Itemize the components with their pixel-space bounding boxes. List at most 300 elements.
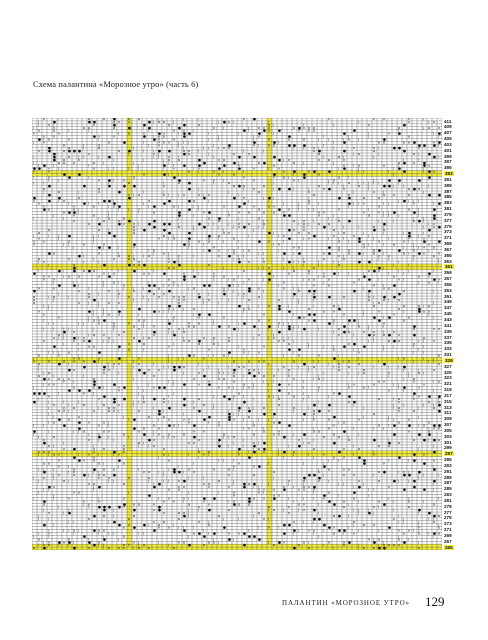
chart-symbol: \: [62, 528, 65, 533]
chart-symbol: o: [142, 271, 146, 276]
chart-symbol: /: [217, 119, 220, 124]
chart-symbol: ●: [157, 508, 162, 513]
chart-symbol: /: [162, 166, 165, 171]
chart-symbol: o: [437, 513, 441, 518]
chart-symbol: /: [407, 198, 410, 203]
chart-symbol: /: [347, 382, 350, 387]
chart-symbol: \: [142, 201, 145, 206]
chart-symbol: \: [122, 414, 125, 419]
chart-symbol: ●: [202, 225, 207, 230]
chart-symbol: o: [132, 227, 136, 232]
chart-symbol: \: [252, 382, 255, 387]
chart-symbol: \: [172, 341, 175, 346]
chart-symbol: \: [232, 119, 235, 124]
chart-symbol: \: [212, 403, 215, 408]
chart-symbol: v: [347, 467, 351, 472]
chart-symbol: v: [207, 502, 211, 507]
chart-symbol: \: [267, 516, 270, 521]
chart-symbol: ●: [342, 149, 347, 154]
chart-symbol: o: [327, 490, 331, 495]
chart-symbol: ●: [227, 350, 232, 355]
chart-symbol: o: [252, 423, 256, 428]
chart-symbol: \: [142, 286, 145, 291]
chart-symbol: v: [87, 438, 91, 443]
chart-symbol: v: [277, 338, 281, 343]
chart-symbol: /: [207, 152, 210, 157]
chart-symbol: \: [427, 119, 430, 124]
chart-symbol: /: [417, 233, 420, 238]
chart-symbol: /: [407, 496, 410, 501]
chart-symbol: \: [147, 478, 150, 483]
chart-symbol: ●: [432, 438, 437, 443]
chart-symbol: ●: [237, 184, 242, 189]
chart-symbol: /: [207, 365, 210, 370]
chart-symbol: /: [372, 295, 375, 300]
chart-symbol: \: [322, 473, 325, 478]
chart-symbol: v: [132, 245, 136, 250]
chart-symbol: o: [217, 513, 221, 518]
chart-symbol: \: [222, 458, 225, 463]
chart-symbol: v: [202, 356, 206, 361]
chart-symbol: ●: [117, 458, 122, 463]
chart-symbol: v: [37, 236, 41, 241]
chart-symbol: \: [42, 137, 45, 142]
chart-symbol: v: [97, 318, 101, 323]
chart-symbol: ●: [357, 455, 362, 460]
chart-symbol: v: [437, 426, 441, 431]
chart-symbol: \: [312, 303, 315, 308]
row-number: 379: [444, 211, 452, 217]
chart-symbol: /: [297, 508, 300, 513]
chart-symbol: \: [257, 417, 260, 422]
chart-symbol: v: [72, 359, 76, 364]
chart-symbol: ●: [282, 487, 287, 492]
chart-symbol: o: [272, 163, 276, 168]
chart-symbol: o: [232, 184, 236, 189]
chart-symbol: v: [342, 467, 346, 472]
chart-symbol: o: [437, 525, 441, 530]
chart-symbol: v: [202, 452, 206, 457]
chart-symbol: o: [307, 230, 311, 235]
chart-symbol: v: [47, 166, 51, 171]
chart-symbol: v: [432, 368, 436, 373]
chart-symbol: \: [332, 122, 335, 127]
chart-symbol: v: [137, 260, 141, 265]
chart-symbol: /: [322, 376, 325, 381]
chart-symbol: v: [252, 166, 256, 171]
chart-symbol: v: [317, 385, 321, 390]
chart-symbol: o: [127, 516, 131, 521]
chart-symbol: ●: [337, 306, 342, 311]
chart-symbol: o: [327, 467, 331, 472]
row-number: 267: [444, 538, 452, 544]
chart-symbol: \: [317, 146, 320, 151]
chart-symbol: o: [162, 414, 166, 419]
chart-symbol: /: [327, 362, 330, 367]
chart-symbol: o: [212, 335, 216, 340]
chart-symbol: o: [42, 502, 46, 507]
chart-symbol: \: [302, 385, 305, 390]
chart-symbol: ●: [277, 420, 282, 425]
chart-symbol: o: [437, 379, 441, 384]
chart-symbol: ●: [402, 169, 407, 174]
chart-symbol: ●: [187, 198, 192, 203]
chart-symbol: ●: [62, 423, 67, 428]
chart-symbol: o: [372, 248, 376, 253]
chart-symbol: ●: [102, 508, 107, 513]
chart-symbol: ●: [272, 140, 277, 145]
chart-symbol: /: [422, 350, 425, 355]
chart-symbol: /: [177, 143, 180, 148]
chart-symbol: ●: [92, 359, 97, 364]
chart-symbol: \: [37, 368, 40, 373]
chart-symbol: v: [282, 286, 286, 291]
chart-symbol: /: [292, 324, 295, 329]
chart-symbol: /: [307, 405, 310, 410]
chart-symbol: ●: [222, 394, 227, 399]
chart-symbol: \: [372, 154, 375, 159]
chart-symbol: /: [417, 207, 420, 212]
chart-symbol: /: [217, 368, 220, 373]
chart-symbol: o: [142, 543, 146, 548]
chart-symbol: o: [302, 137, 306, 142]
chart-symbol: v: [42, 140, 46, 145]
chart-symbol: v: [32, 242, 36, 247]
chart-symbol: o: [362, 385, 366, 390]
chart-symbol: /: [77, 207, 80, 212]
chart-symbol: v: [432, 119, 436, 124]
chart-symbol: o: [72, 262, 76, 267]
chart-symbol: ●: [117, 522, 122, 527]
chart-symbol: v: [207, 297, 211, 302]
chart-symbol: \: [267, 166, 270, 171]
chart-symbol: o: [47, 227, 51, 232]
chart-symbol: o: [132, 513, 136, 518]
chart-symbol: ●: [57, 417, 62, 422]
chart-symbol: ●: [97, 245, 102, 250]
chart-symbol: ●: [242, 543, 247, 548]
chart-symbol: \: [207, 519, 210, 524]
chart-symbol: \: [247, 303, 250, 308]
chart-symbol: v: [202, 335, 206, 340]
chart-symbol: ●: [437, 239, 442, 244]
chart-symbol: o: [62, 157, 66, 162]
chart-symbol: v: [57, 464, 61, 469]
chart-symbol: o: [222, 376, 226, 381]
chart-symbol: v: [157, 426, 161, 431]
chart-symbol: /: [317, 327, 320, 332]
chart-symbol: ●: [32, 166, 37, 171]
chart-symbol: v: [117, 300, 121, 305]
chart-symbol: /: [397, 260, 400, 265]
chart-symbol: /: [417, 210, 420, 215]
chart-symbol: /: [312, 376, 315, 381]
chart-symbol: v: [272, 204, 276, 209]
chart-symbol: ●: [92, 119, 97, 124]
chart-symbol: ●: [417, 309, 422, 314]
chart-symbol: ●: [67, 368, 72, 373]
chart-symbol: ●: [92, 379, 97, 384]
row-number: 393: [445, 171, 453, 177]
chart-symbol: /: [392, 262, 395, 267]
chart-symbol: v: [262, 260, 266, 265]
chart-symbol: \: [312, 438, 315, 443]
chart-symbol: ●: [312, 508, 317, 513]
chart-symbol: ●: [297, 125, 302, 130]
chart-symbol: ●: [67, 149, 72, 154]
chart-symbol: /: [342, 225, 345, 230]
chart-symbol: v: [222, 230, 226, 235]
chart-symbol: \: [397, 478, 400, 483]
chart-symbol: /: [142, 531, 145, 536]
chart-symbol: ●: [122, 140, 127, 145]
chart-symbol: ●: [337, 195, 342, 200]
chart-symbol: v: [82, 458, 86, 463]
chart-symbol: ●: [302, 143, 307, 148]
chart-symbol: ●: [72, 283, 77, 288]
chart-symbol: /: [197, 118, 200, 122]
chart-symbol: \: [392, 344, 395, 349]
chart-symbol: \: [377, 219, 380, 224]
chart-symbol: ●: [247, 289, 252, 294]
chart-symbol: v: [52, 125, 56, 130]
chart-symbol: v: [222, 204, 226, 209]
chart-symbol: /: [207, 222, 210, 227]
chart-symbol: ●: [427, 192, 432, 197]
chart-symbol: \: [337, 493, 340, 498]
chart-symbol: v: [187, 420, 191, 425]
chart-symbol: /: [67, 543, 70, 548]
chart-symbol: o: [307, 128, 311, 133]
chart-symbol: o: [37, 128, 41, 133]
chart-symbol: /: [112, 166, 115, 171]
chart-symbol: \: [387, 236, 390, 241]
chart-symbol: \: [97, 154, 100, 159]
chart-symbol: v: [152, 438, 156, 443]
chart-symbol: ●: [247, 534, 252, 539]
chart-symbol: \: [427, 359, 430, 364]
chart-symbol: \: [372, 236, 375, 241]
chart-symbol: ●: [82, 184, 87, 189]
row-number: 295: [444, 457, 452, 463]
chart-symbol: ●: [42, 522, 47, 527]
chart-symbol: v: [142, 470, 146, 475]
chart-symbol: \: [352, 452, 355, 457]
chart-symbol: /: [392, 397, 395, 402]
chart-symbol: /: [372, 178, 375, 183]
chart-symbol: o: [137, 262, 141, 267]
row-number: 409: [444, 124, 452, 130]
chart-symbol: o: [362, 370, 366, 375]
chart-symbol: o: [292, 359, 296, 364]
chart-symbol: \: [277, 324, 280, 329]
chart-symbol: v: [157, 137, 161, 142]
chart-symbol: v: [332, 423, 336, 428]
chart-symbol: v: [127, 295, 131, 300]
chart-symbol: v: [182, 297, 186, 302]
chart-symbol: /: [217, 490, 220, 495]
chart-symbol: \: [82, 146, 85, 151]
chart-symbol: /: [152, 251, 155, 256]
chart-symbol: o: [262, 222, 266, 227]
chart-symbol: \: [367, 207, 370, 212]
chart-symbol: v: [117, 388, 121, 393]
chart-symbol: /: [417, 414, 420, 419]
chart-symbol: \: [387, 496, 390, 501]
chart-symbol: ●: [237, 204, 242, 209]
chart-symbol: \: [132, 146, 135, 151]
chart-symbol: /: [417, 473, 420, 478]
chart-symbol: v: [217, 376, 221, 381]
chart-symbol: \: [147, 128, 150, 133]
chart-symbol: ●: [42, 499, 47, 504]
chart-symbol: /: [182, 499, 185, 504]
chart-symbol: ●: [392, 432, 397, 437]
chart-symbol: /: [227, 353, 230, 358]
chart-symbol: o: [122, 446, 126, 451]
chart-symbol: v: [257, 333, 261, 338]
chart-symbol: ●: [392, 478, 397, 483]
chart-symbol: /: [432, 315, 435, 320]
chart-symbol: ●: [57, 195, 62, 200]
chart-symbol: o: [102, 467, 106, 472]
chart-symbol: ●: [122, 502, 127, 507]
chart-symbol: ●: [277, 330, 282, 335]
chart-symbol: v: [207, 379, 211, 384]
chart-symbol: /: [172, 330, 175, 335]
chart-symbol: o: [417, 531, 421, 536]
chart-symbol: v: [307, 236, 311, 241]
chart-symbol: o: [257, 446, 261, 451]
chart-symbol: ●: [182, 397, 187, 402]
chart-symbol: ●: [387, 184, 392, 189]
chart-symbol: ●: [132, 426, 137, 431]
chart-symbol: ●: [417, 143, 422, 148]
chart-symbol: v: [107, 476, 111, 481]
chart-symbol: o: [202, 403, 206, 408]
chart-symbol: ●: [132, 268, 137, 273]
chart-symbol: v: [337, 365, 341, 370]
chart-symbol: ●: [122, 385, 127, 390]
chart-symbol: ●: [97, 505, 102, 510]
chart-symbol: v: [137, 356, 141, 361]
chart-symbol: ●: [397, 248, 402, 253]
chart-symbol: /: [107, 362, 110, 367]
chart-symbol: o: [272, 487, 276, 492]
chart-symbol: /: [417, 405, 420, 410]
chart-symbol: \: [212, 154, 215, 159]
chart-symbol: ●: [152, 137, 157, 142]
chart-symbol: /: [267, 461, 270, 466]
chart-symbol: ●: [432, 277, 437, 282]
chart-symbol: ●: [357, 236, 362, 241]
chart-symbol: o: [37, 353, 41, 358]
chart-symbol: o: [362, 195, 366, 200]
chart-symbol: \: [417, 213, 420, 218]
chart-symbol: o: [122, 534, 126, 539]
chart-symbol: o: [207, 522, 211, 527]
chart-symbol: /: [317, 359, 320, 364]
chart-symbol: /: [47, 262, 50, 267]
chart-symbol: \: [392, 172, 395, 177]
chart-symbol: ●: [342, 140, 347, 145]
chart-symbol: v: [52, 403, 56, 408]
chart-symbol: o: [317, 152, 321, 157]
chart-symbol: ●: [117, 309, 122, 314]
chart-symbol: v: [432, 327, 436, 332]
chart-symbol: v: [42, 134, 46, 139]
chart-symbol: o: [407, 207, 411, 212]
chart-symbol: ●: [42, 441, 47, 446]
chart-symbol: o: [207, 216, 211, 221]
chart-symbol: \: [52, 122, 55, 127]
chart-symbol: o: [427, 280, 431, 285]
chart-symbol: o: [292, 219, 296, 224]
chart-symbol: o: [132, 257, 136, 262]
chart-symbol: v: [367, 122, 371, 127]
chart-symbol: \: [272, 274, 275, 279]
chart-symbol: /: [272, 242, 275, 247]
chart-symbol: \: [382, 315, 385, 320]
chart-symbol: /: [87, 537, 90, 542]
chart-symbol: v: [412, 341, 416, 346]
chart-symbol: ●: [422, 143, 427, 148]
chart-symbol: \: [202, 528, 205, 533]
chart-symbol: \: [342, 137, 345, 142]
chart-symbol: /: [112, 178, 115, 183]
chart-symbol: v: [152, 502, 156, 507]
chart-symbol: ●: [32, 400, 37, 405]
row-number: 341: [444, 322, 452, 328]
chart-symbol: v: [342, 446, 346, 451]
chart-symbol: /: [137, 163, 140, 168]
chart-symbol: ●: [422, 438, 427, 443]
chart-symbol: o: [197, 449, 201, 454]
chart-symbol: \: [77, 210, 80, 215]
chart-symbol: /: [327, 181, 330, 186]
chart-symbol: /: [277, 248, 280, 253]
chart-symbol: o: [32, 546, 36, 550]
chart-symbol: v: [57, 452, 61, 457]
chart-symbol: o: [377, 379, 381, 384]
chart-symbol: v: [412, 379, 416, 384]
chart-symbol: v: [77, 414, 81, 419]
chart-symbol: o: [312, 487, 316, 492]
chart-symbol: ●: [197, 222, 202, 227]
chart-symbol: o: [407, 505, 411, 510]
chart-symbol: o: [132, 502, 136, 507]
chart-symbol: \: [437, 143, 440, 148]
chart-symbol: \: [177, 192, 180, 197]
chart-symbol: o: [257, 318, 261, 323]
chart-symbol: v: [352, 280, 356, 285]
chart-symbol: /: [147, 382, 150, 387]
chart-symbol: o: [312, 149, 316, 154]
chart-symbol: o: [362, 546, 366, 550]
chart-symbol: ●: [302, 432, 307, 437]
chart-symbol: ●: [437, 192, 442, 197]
chart-symbol: ●: [47, 251, 52, 256]
chart-symbol: v: [117, 452, 121, 457]
chart-symbol: /: [167, 318, 170, 323]
chart-symbol: /: [437, 397, 440, 402]
chart-symbol: /: [417, 157, 420, 162]
chart-symbol: o: [122, 461, 126, 466]
chart-symbol: o: [182, 511, 186, 516]
chart-symbol: o: [152, 423, 156, 428]
chart-symbol: /: [137, 540, 140, 545]
chart-symbol: \: [337, 420, 340, 425]
